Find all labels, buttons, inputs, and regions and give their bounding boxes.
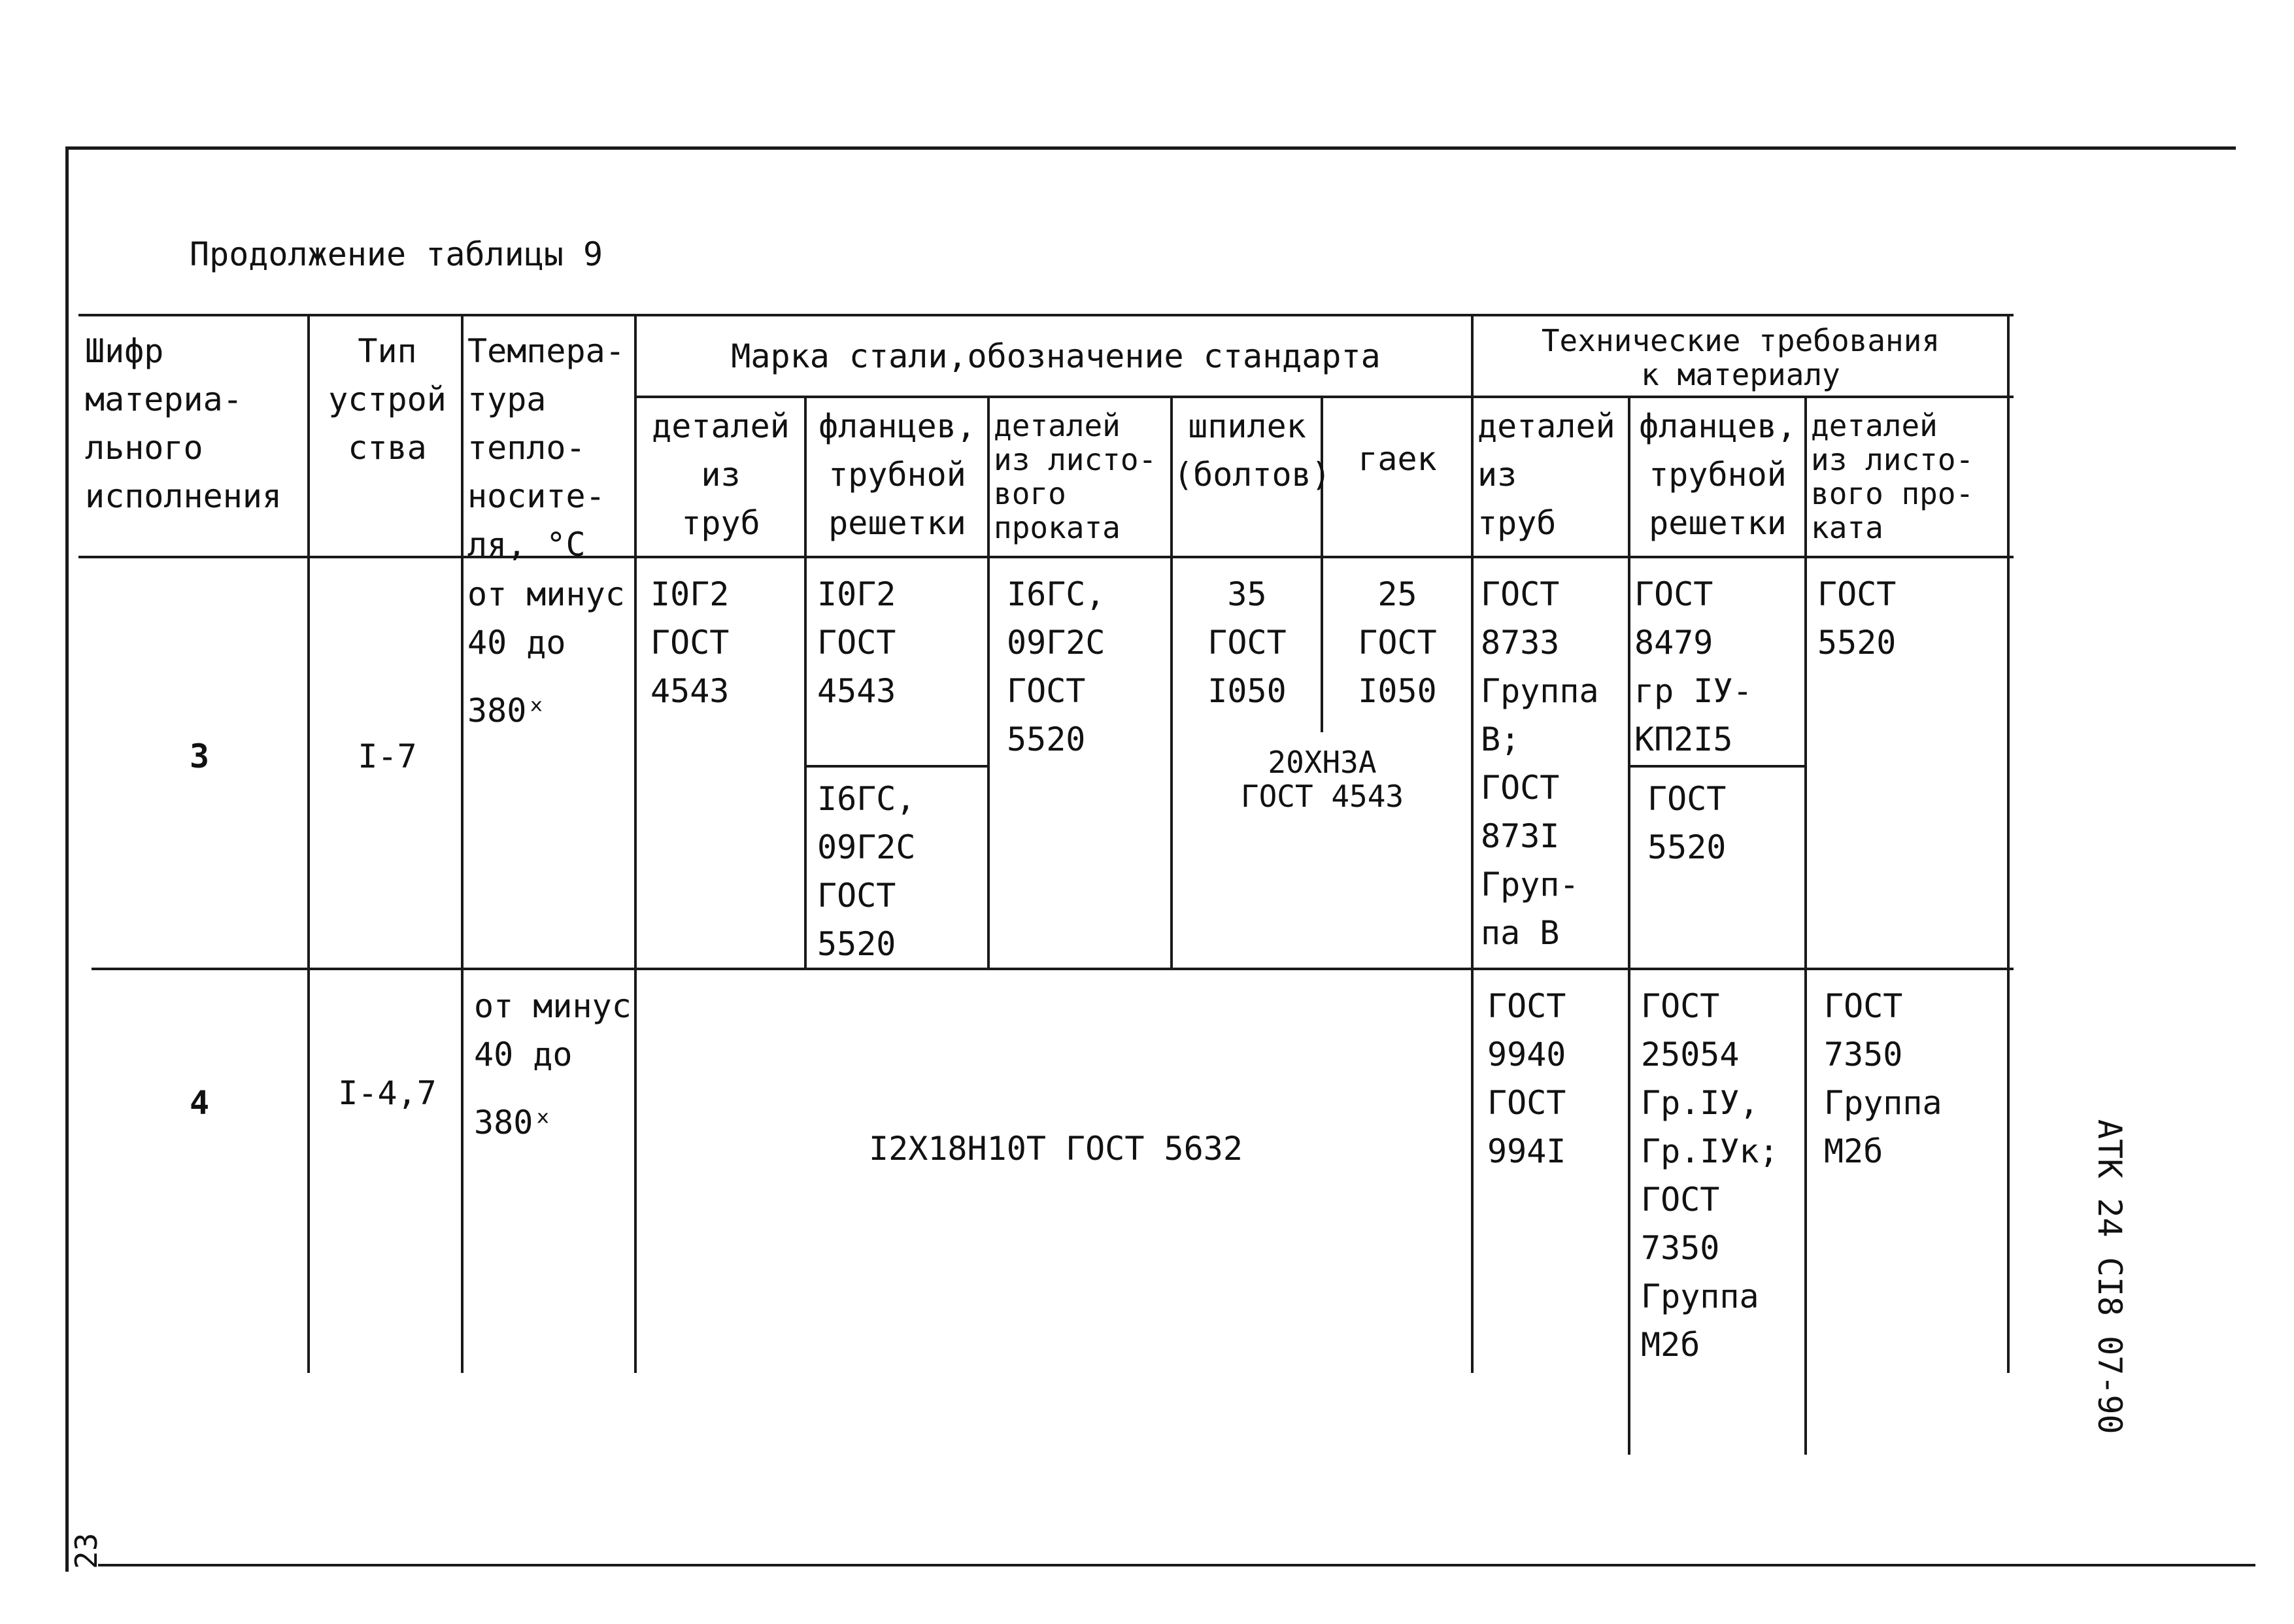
header-steel-grade: Марка стали,обозначение стандарта	[731, 337, 1381, 375]
row1-steel-studs-nuts-alt: 20ХН3А ГОСТ 4543	[1240, 745, 1404, 814]
rule-top	[78, 314, 2014, 316]
row1-cipher: 3	[189, 737, 210, 775]
row1-steel-sheet: I6ГС, 09Г2С ГОСТ 5520	[1007, 575, 1105, 758]
rule-row-separator	[92, 968, 2014, 970]
rule-col-10	[1804, 396, 1807, 1455]
rule-col-1	[307, 314, 310, 1373]
header-steel-studs: шпилек (болтов)	[1173, 407, 1331, 494]
row1-device-type: I-7	[358, 737, 417, 775]
row2-cipher: 4	[189, 1084, 210, 1122]
row1-tech-sheet: ГОСТ 5520	[1817, 575, 1897, 662]
rule-col-5	[987, 396, 990, 968]
row2-tech-pipes: ГОСТ 9940 ГОСТ 994I	[1487, 987, 1566, 1170]
header-tech-sheet: деталей из листо- вого про- ката	[1811, 408, 1974, 545]
row1-steel-pipes: I0Г2 ГОСТ 4543	[650, 575, 730, 710]
header-tech-requirements: Технические требования к материалу	[1541, 323, 1940, 392]
row1-steel-nuts: 25 ГОСТ I050	[1358, 575, 1437, 710]
row2-tech-sheet: ГОСТ 7350 Группа М2б	[1824, 987, 1942, 1170]
rule-tech-flange-split	[1628, 765, 1804, 768]
header-cipher: Шифр материа- льного исполнения	[85, 332, 282, 515]
row1-tech-pipes: ГОСТ 8733 Группа В; ГОСТ 873I Груп- па В	[1481, 575, 1599, 952]
rule-col-8	[1471, 314, 1474, 1373]
row1-tech-flanges-a: ГОСТ 8479 гр IУ- КП2I5	[1634, 575, 1753, 758]
header-steel-nuts: гаек	[1358, 440, 1437, 478]
row1-steel-flanges-a: I0Г2 ГОСТ 4543	[817, 575, 896, 710]
row2-temperature: от минус 40 до 380ˣ	[474, 987, 632, 1142]
row2-steel-all: I2Х18Н10Т ГОСТ 5632	[869, 1130, 1243, 1168]
row1-temperature: от минус 40 до 380ˣ	[467, 575, 625, 730]
frame-bottom-line	[98, 1564, 2255, 1566]
header-temperature: Темпера- тура тепло- носите- ля, °С	[467, 332, 625, 564]
header-steel-pipes: деталей из труб	[652, 407, 790, 542]
header-steel-flanges: фланцев, трубной решетки	[818, 407, 976, 542]
row2-tech-flanges: ГОСТ 25054 Гр.IУ, Гр.IУк; ГОСТ 7350 Группа М2б	[1641, 987, 1779, 1364]
table-caption: Продолжение таблицы 9	[190, 235, 603, 273]
rule-col-4	[804, 396, 807, 968]
rule-header-bottom	[78, 556, 2014, 558]
frame-top-line	[65, 146, 2236, 150]
row1-steel-studs: 35 ГОСТ I050	[1207, 575, 1287, 710]
page-number: 23	[69, 1532, 104, 1569]
rule-col-9	[1628, 396, 1630, 1455]
row1-tech-flanges-b: ГОСТ 5520	[1647, 780, 1727, 866]
header-device-type: Тип устрой ства	[328, 332, 447, 467]
header-tech-pipes: деталей из труб	[1477, 407, 1615, 542]
row1-steel-flanges-b: I6ГС, 09Г2С ГОСТ 5520	[817, 780, 916, 963]
steel-materials-table	[65, 314, 2014, 1373]
rule-flange-split	[804, 765, 987, 768]
document-code: АТК 24 СI8 07-90	[2091, 1119, 2129, 1434]
rule-col-2	[461, 314, 464, 1373]
row2-device-type: I-4,7	[338, 1074, 437, 1112]
rule-col-7	[1321, 396, 1323, 732]
rule-right	[2007, 314, 2010, 1373]
header-tech-flanges: фланцев, трубной решетки	[1639, 407, 1796, 542]
rule-col-3	[634, 314, 637, 1373]
rule-col-6	[1170, 396, 1173, 968]
header-steel-sheet: деталей из листо- вого проката	[994, 408, 1157, 545]
